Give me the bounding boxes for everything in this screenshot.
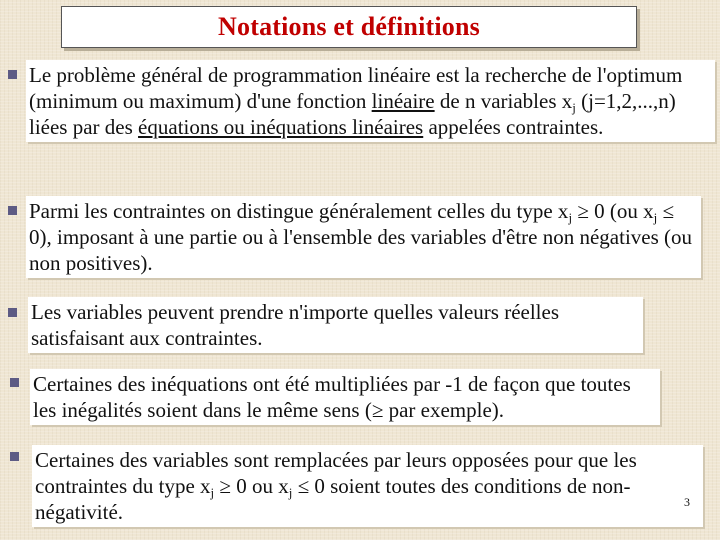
slide-title: Notations et définitions <box>218 12 480 41</box>
bullet-4-part-1: Certaines des inéquations ont été multipliées par -1 de façon que toutes les inégalités soient dans le même sens (≥ par exemple). <box>33 372 631 422</box>
bullet-marker-2 <box>8 206 17 215</box>
bullet-1-underline-1: linéaire <box>371 89 435 113</box>
bullet-marker-5 <box>10 452 19 461</box>
bullet-1-underline-2: équations ou inéquations linéaires <box>138 115 424 139</box>
bullet-5-part-2: ≥ 0 ou x <box>214 474 289 498</box>
bullet-1-part-4: appelées contraintes. <box>423 115 604 139</box>
title-box <box>61 6 637 48</box>
bullet-text-2 <box>26 196 701 278</box>
bullet-marker-3 <box>8 308 17 317</box>
page-number: 3 <box>684 495 690 509</box>
bullet-2-sub-1: j <box>568 210 573 225</box>
bullet-2-part-3: ≤ 0), imposant à une partie ou à l'ensemble des variables d'être non négatives (ou non positives). <box>29 199 693 275</box>
bullet-text-5 <box>32 445 703 527</box>
bullet-text-1 <box>26 60 715 142</box>
bullet-1-part-3: (j=1,2,...,n) liées par des <box>29 89 676 139</box>
bullet-1-sub-1: j <box>572 100 576 115</box>
bullet-5-sub-1: j <box>210 485 215 500</box>
bullet-5-sub-2: j <box>288 485 293 500</box>
bullet-1-part-2: de n variables x <box>434 89 573 113</box>
bullet-5-part-3: ≤ 0 soient toutes des conditions de non-négativité. <box>35 474 631 524</box>
bullet-text-3 <box>28 297 643 353</box>
bullet-2-part-2: ≥ 0 (ou x <box>572 199 654 223</box>
bullet-2-part-1: Parmi les contraintes on distingue généralement celles du type x <box>29 199 569 223</box>
bullet-1-part-1: Le problème général de programmation linéaire est la recherche de l'optimum (minimum ou maximum) d'une fonction <box>29 63 683 113</box>
bullet-5-part-1: Certaines des variables sont remplacées par leurs opposées pour que les contraintes du type x <box>35 448 637 498</box>
bullet-marker-4 <box>10 378 19 387</box>
bullet-text-4 <box>30 369 660 425</box>
bullet-3-part-1: Les variables peuvent prendre n'importe quelles valeurs réelles satisfaisant aux contraintes. <box>31 300 559 350</box>
bullet-2-sub-2: j <box>653 210 658 225</box>
bullet-marker-1 <box>8 70 17 79</box>
